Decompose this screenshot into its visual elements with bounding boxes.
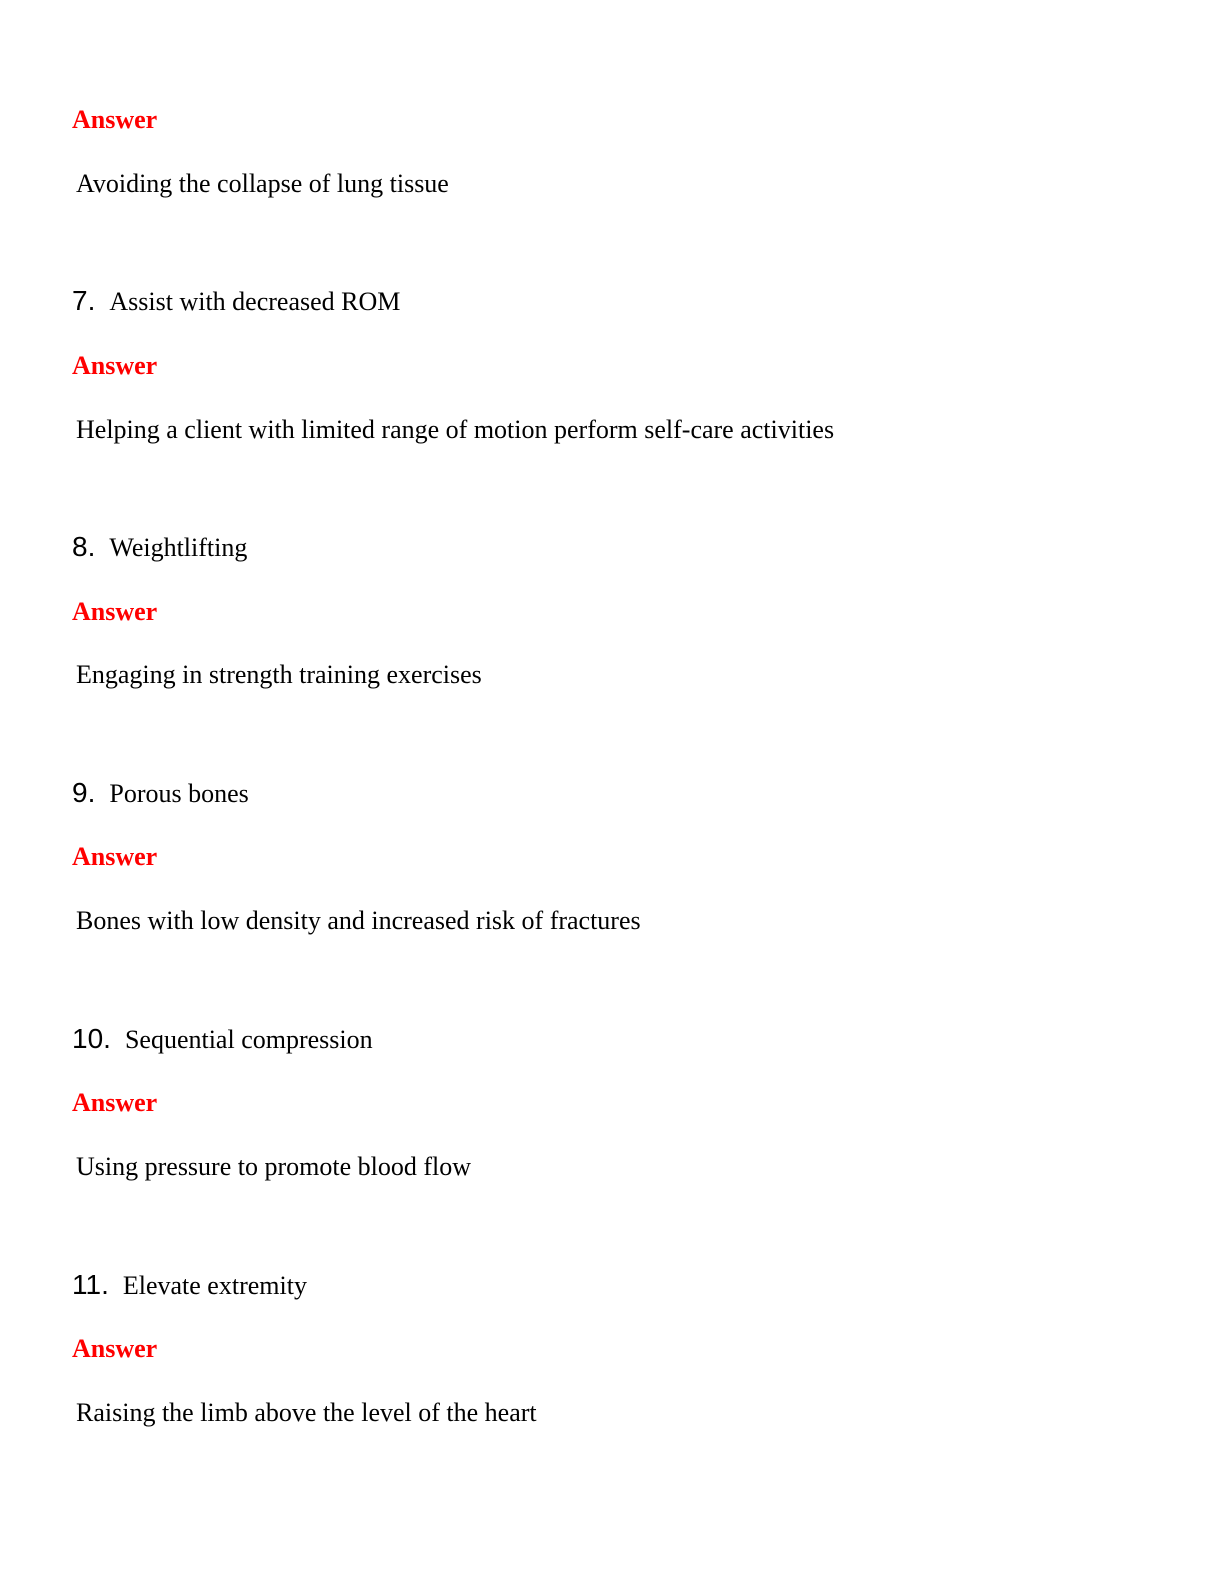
question-item-10	[72, 1025, 373, 1053]
answer-text: Helping a client with limited range of motion perform self-care activities	[76, 415, 835, 444]
question-item-8	[72, 533, 247, 561]
answer-text: Using pressure to promote blood flow	[76, 1152, 472, 1181]
answer-label: Answer	[72, 1334, 158, 1363]
question-text: Sequential compression	[124, 1025, 373, 1054]
answer-label: Answer	[72, 597, 158, 626]
answer-label: Answer	[72, 842, 158, 871]
question-text: Assist with decreased ROM	[109, 287, 401, 316]
question-item-11	[72, 1271, 307, 1299]
question-item-9	[72, 779, 249, 807]
question-item-7	[72, 287, 400, 315]
answer-label: Answer	[72, 351, 158, 380]
question-number: 11.	[72, 1269, 109, 1300]
question-text: Porous bones	[109, 779, 249, 808]
answer-text: Avoiding the collapse of lung tissue	[76, 169, 449, 198]
answer-label: Answer	[72, 105, 158, 134]
answer-text: Raising the limb above the level of the heart	[76, 1398, 537, 1427]
answer-text: Engaging in strength training exercises	[76, 660, 482, 689]
answer-text: Bones with low density and increased risk of fractures	[76, 906, 641, 935]
question-text: Elevate extremity	[122, 1271, 307, 1300]
question-number: 7.	[72, 285, 96, 316]
question-number: 8.	[72, 531, 96, 562]
question-number: 9.	[72, 777, 96, 808]
question-text: Weightlifting	[109, 533, 248, 562]
answer-label: Answer	[72, 1088, 158, 1117]
question-number: 10.	[72, 1023, 111, 1054]
